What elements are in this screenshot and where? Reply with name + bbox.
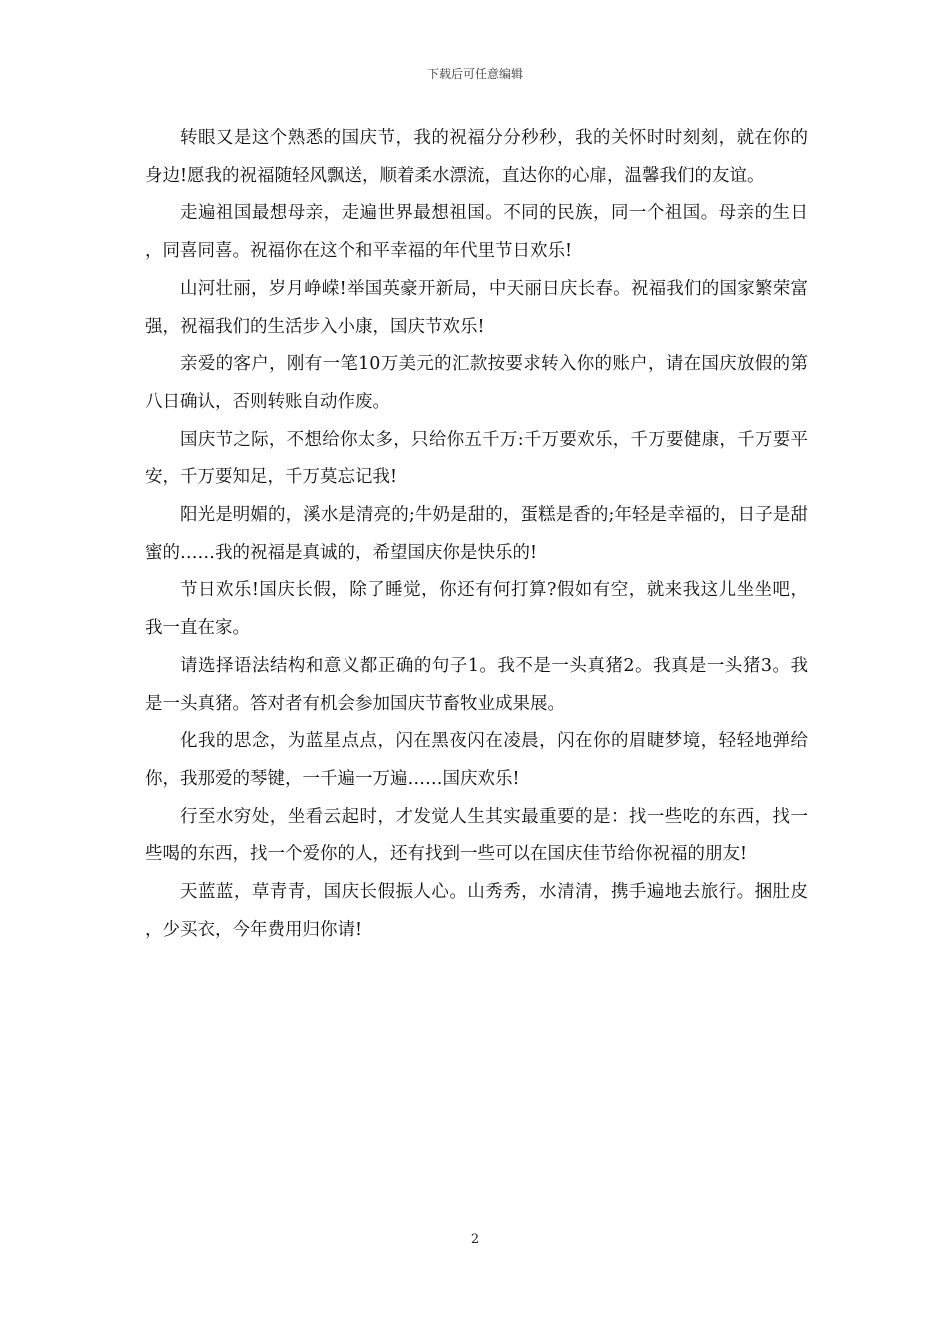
page-header: 下载后可任意编辑	[426, 67, 523, 81]
paragraph: 化我的思念，为蓝星点点，闪在黑夜闪在凌晨，闪在你的眉睫梦境，轻轻地弹给你，我那爱的琴键，一千遍一万遍……国庆欢乐!	[145, 731, 808, 789]
paragraph: 山河壮丽，岁月峥嵘!举国英豪开新局，中天丽日庆长春。祝福我们的国家繁荣富强，祝福我们的生活步入小康，国庆节欢乐!	[145, 278, 808, 337]
page-number: 2	[470, 1232, 480, 1247]
paragraph: 行至水穷处，坐看云起时，才发觉人生其实最重要的是：找一些吃的东西，找一些喝的东西，找一个爱你的人，还有找到一些可以在国庆佳节给你祝福的朋友!	[145, 806, 808, 865]
paragraph: 国庆节之际，不想给你太多，只给你五千万:千万要欢乐，千万要健康，千万要平安，千万要知足，千万莫忘记我!	[145, 429, 808, 488]
paragraph: 节日欢乐!国庆长假，除了睡觉，你还有何打算?假如有空，就来我这儿坐坐吧，我一直在家。	[145, 580, 808, 639]
paragraph: 请选择语法结构和意义都正确的句子1。我不是一头真猪2。我真是一头猪3。我是一头真猪。答对者有机会参加国庆节畜牧业成果展。	[145, 655, 808, 714]
document-body	[145, 120, 808, 949]
paragraph: 走遍祖国最想母亲，走遍世界最想祖国。不同的民族，同一个祖国。母亲的生日，同喜同喜。祝福你在这个和平幸福的年代里节日欢乐!	[145, 203, 808, 262]
paragraph: 阳光是明媚的，溪水是清亮的;牛奶是甜的，蛋糕是香的;年轻是幸福的，日子是甜蜜的……我的祝福是真诚的，希望国庆你是快乐的!	[145, 505, 808, 563]
paragraph: 天蓝蓝，草青青，国庆长假振人心。山秀秀，水清清，携手遍地去旅行。捆肚皮，少买衣，今年费用归你请!	[145, 882, 808, 940]
paragraph: 亲爱的客户，刚有一笔10万美元的汇款按要求转入你的账户，请在国庆放假的第八日确认，否则转账自动作废。	[145, 354, 808, 412]
paragraph: 转眼又是这个熟悉的国庆节，我的祝福分分秒秒，我的关怀时时刻刻，就在你的身边!愿我的祝福随轻风飘送，顺着柔水漂流，直达你的心扉，温馨我们的友谊。	[145, 128, 808, 186]
